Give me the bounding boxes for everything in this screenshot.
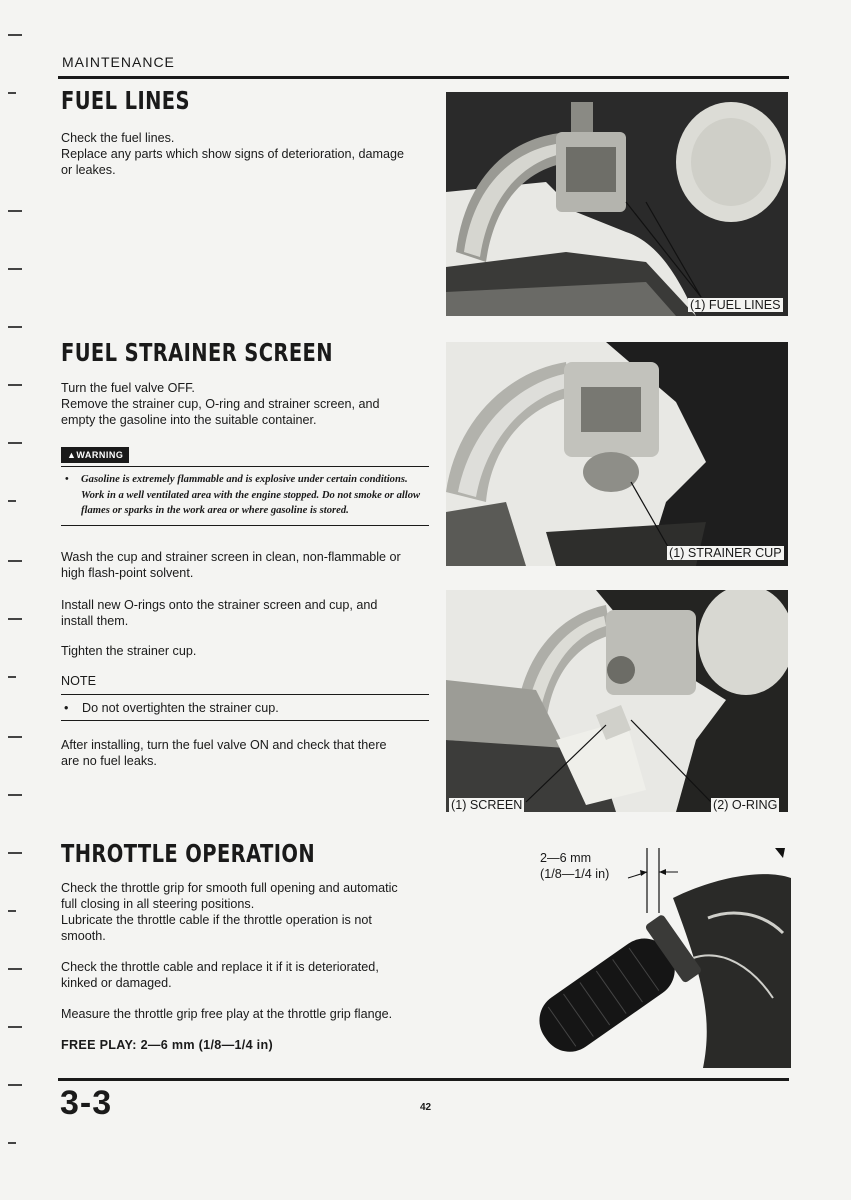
oring-caption: (2) O-RING (713, 798, 778, 812)
warning-rule-bottom (61, 525, 429, 526)
binder-mark (8, 852, 22, 854)
free-play-in-label: (1/8—1/4 in) (540, 867, 610, 881)
throttle-p1: Check the throttle grip for smooth full opening and automatic full closing in all steering positions. Lubricate the throttle cable if the throttle operation is not smooth. (61, 881, 398, 943)
screen-caption: (1) SCREEN (451, 798, 523, 812)
footer-rule (58, 1078, 789, 1081)
binder-mark (8, 1142, 16, 1144)
note-rule-bottom (61, 720, 429, 721)
bullet: • (64, 701, 69, 715)
fuel-strainer-title: FUEL STRAINER SCREEN (61, 338, 333, 367)
binder-mark (8, 560, 22, 562)
throttle-p2: Check the throttle cable and replace it if it is deteriorated, kinked or damaged. (61, 960, 379, 990)
section-header: MAINTENANCE (62, 54, 175, 70)
warning-text-block (61, 467, 429, 525)
binder-mark (8, 676, 16, 678)
warning-badge (61, 447, 129, 463)
warning-triangle-icon: ▲ (67, 450, 77, 460)
fuel-lines-title: FUEL LINES (61, 86, 190, 115)
binder-mark (8, 968, 22, 970)
note-label: NOTE (61, 674, 96, 688)
sheet-number: 42 (420, 1102, 432, 1113)
warning-box (61, 445, 429, 526)
binder-mark (8, 1026, 22, 1028)
note-item (61, 701, 429, 715)
binder-mark (8, 500, 16, 502)
page-number: 3-3 (60, 1084, 113, 1122)
binder-mark (8, 442, 22, 444)
binder-mark (8, 794, 22, 796)
screen-oring-photo (446, 590, 788, 812)
strainer-tighten: Tighten the strainer cup. (61, 644, 197, 658)
warning-label: WARNING (76, 450, 124, 460)
fuel-lines-photo (446, 92, 788, 316)
strainer-cup-photo (446, 342, 788, 566)
binder-mark (8, 326, 22, 328)
throttle-p3: Measure the throttle grip free play at the throttle grip flange. (61, 1007, 393, 1021)
note-text: Do not overtighten the strainer cup. (82, 701, 279, 715)
note-rule-top (61, 694, 429, 695)
binder-mark (8, 384, 22, 386)
binder-mark (8, 34, 22, 36)
strainer-wash: Wash the cup and strainer screen in clean, non-flammable or high flash-point solvent. (61, 550, 401, 580)
binder-mark (8, 268, 22, 270)
binder-mark (8, 618, 22, 620)
throttle-title: THROTTLE OPERATION (61, 839, 316, 868)
binder-mark (8, 736, 22, 738)
binder-mark (8, 92, 16, 94)
warning-text: Gasoline is extremely flammable and is explosive under certain conditions. Work in a well ventilated area with the engine stopped. Do not smoke or allow flames or sparks in the work area or where gasoline is stored. (81, 474, 421, 516)
fuel-lines-paragraph: Check the fuel lines. Replace any parts which show signs of deterioration, damage or leakes. (61, 131, 405, 177)
binder-mark (8, 210, 22, 212)
strainer-after: After installing, turn the fuel valve ON and check that there are no fuel leaks. (61, 738, 387, 768)
header-rule (58, 76, 789, 79)
free-play-mm-label: 2—6 mm (540, 851, 592, 865)
bullet: • (65, 474, 69, 485)
strainer-cup-caption: (1) STRAINER CUP (669, 546, 782, 560)
fuel-lines-caption: (1) FUEL LINES (690, 298, 781, 312)
binder-mark (8, 910, 16, 912)
free-play-spec: FREE PLAY: 2—6 mm (1/8—1/4 in) (61, 1038, 273, 1052)
strainer-intro: Turn the fuel valve OFF. Remove the strainer cup, O-ring and strainer screen, and empty the gasoline into the suitable container. (61, 381, 380, 427)
strainer-install: Install new O-rings onto the strainer screen and cup, and install them. (61, 598, 378, 628)
binder-mark (8, 1084, 22, 1086)
